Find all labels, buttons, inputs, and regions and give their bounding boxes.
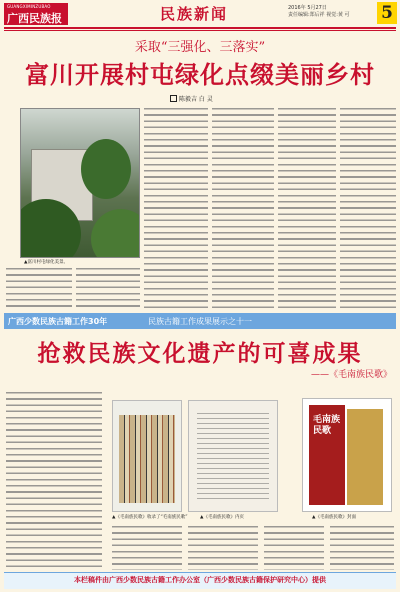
editors: 责任编辑:郑后祥 视觉:黄 可 xyxy=(288,12,350,18)
section-title: 民族新闻 xyxy=(160,5,229,23)
story2-body-col xyxy=(188,526,258,570)
masthead-logo xyxy=(4,3,68,25)
book-photo-a xyxy=(112,400,182,512)
book-caption-b: ▲《毛南族民歌》内页 xyxy=(200,515,244,520)
photo-tree xyxy=(81,139,131,199)
story1-body-col xyxy=(278,108,336,308)
story1-photo-caption: ▲富川村屯绿化美景。 xyxy=(24,260,68,265)
dateline xyxy=(288,5,350,19)
book-caption-c: ▲《毛南族民歌》封面 xyxy=(312,515,356,520)
header-rule-thin xyxy=(4,30,396,31)
story2-body-col xyxy=(330,526,394,570)
story1-photo xyxy=(20,108,140,258)
story2-body-col xyxy=(112,526,182,570)
photo-tree xyxy=(91,209,140,258)
story2-headline: 抢救民族文化遗产的可喜成果 xyxy=(37,340,363,367)
byline-text: 陈毅吉 白 灵 xyxy=(179,96,213,103)
story1-byline xyxy=(170,94,213,103)
header-rule xyxy=(4,27,396,29)
masthead-url: GUANGXIMINZUBAO xyxy=(7,4,51,9)
byline-box-icon xyxy=(170,95,177,102)
book-cover-title: 毛南族民歌 xyxy=(313,415,341,436)
story1-body-col xyxy=(340,108,396,308)
book-cover-photo xyxy=(302,398,392,512)
band-left-title: 广西少数民族古籍工作30年 xyxy=(8,317,108,326)
band-right-title: 民族古籍工作成果展示之十一 xyxy=(148,317,252,326)
book-caption-a: ▲《毛南族民歌》收录了“毛南族民歌” xyxy=(112,515,188,520)
story2-body-col xyxy=(6,392,102,570)
footer-text: 本栏稿件由广西少数民族古籍工作办公室（广西少数民族古籍保护研究中心）提供 xyxy=(74,576,326,584)
story1-body-col xyxy=(212,108,274,308)
date: 2016年 5月27日 xyxy=(288,5,327,11)
book-cover-gold xyxy=(347,409,383,505)
page-number: 5 xyxy=(377,2,397,24)
story2-subhead: ——《毛南族民歌》 xyxy=(310,370,392,380)
story1-body-col xyxy=(144,108,208,308)
story1-body-col xyxy=(76,268,140,308)
story1-kicker: 采取“三强化、三落实” xyxy=(134,40,266,55)
book-photo-b xyxy=(188,400,278,512)
story1-body-col xyxy=(6,268,72,308)
story2-body-col xyxy=(264,526,324,570)
story1-headline: 富川开展村屯绿化点缀美丽乡村 xyxy=(25,61,375,89)
masthead-name: 广西民族报 xyxy=(7,12,62,25)
